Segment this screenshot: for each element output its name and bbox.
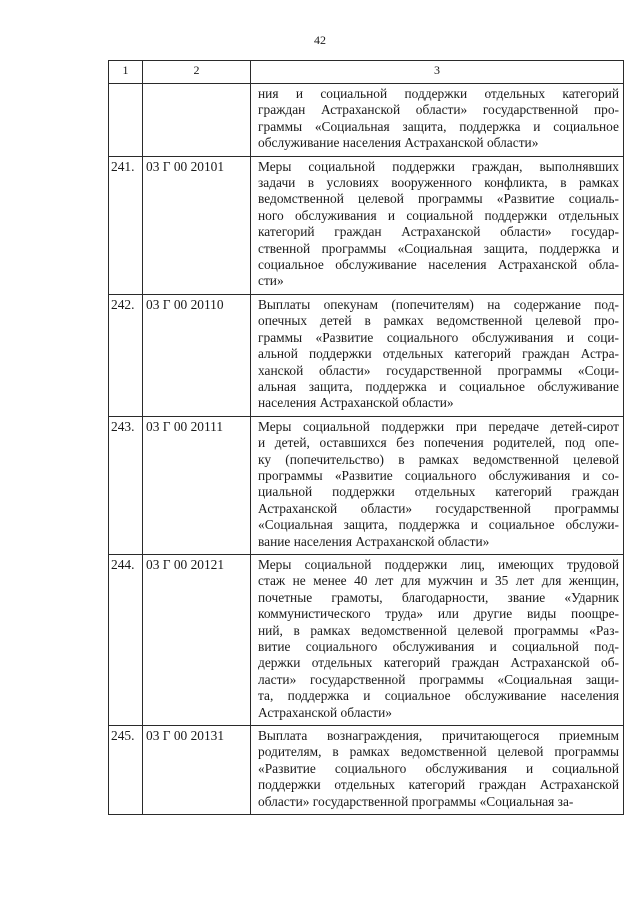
code-cell: 03 Г 00 20131 xyxy=(143,726,251,815)
description-line: ку (попечительство) в рамках ведомственной целевой xyxy=(258,451,619,467)
row-number-cell: 243. xyxy=(109,416,143,554)
description-line: «Социальная защита, поддержка и социальное обслужи- xyxy=(258,517,619,533)
description-cell xyxy=(251,416,624,554)
description-line: вание населения Астраханской области» xyxy=(258,533,490,549)
column-header-2: 2 xyxy=(143,61,251,84)
code-cell: 03 Г 00 20121 xyxy=(143,554,251,725)
description-line: ного обслуживания и социальной поддержки отдельных xyxy=(258,207,619,223)
description-line: социальное обслуживание населения Астраханской обла- xyxy=(258,257,619,273)
description-cell xyxy=(251,554,624,725)
row-number-cell: 242. xyxy=(109,294,143,416)
description-line: граммы «Социальная защита, поддержка и социальное xyxy=(258,118,619,134)
description-line: Выплата вознаграждения, причитающегося приемным xyxy=(258,728,619,744)
table-row xyxy=(109,294,624,416)
description-line: ственной программы «Социальная защита, поддержка и xyxy=(258,240,619,256)
description-line: витие социального обслуживания и социальной под- xyxy=(258,639,619,654)
description-line: почетные грамоты, благодарности, звание «Ударник xyxy=(258,589,619,605)
description-cell xyxy=(251,84,624,157)
description-line: ханской области» государственной программы «Соци- xyxy=(258,362,619,378)
row-number-cell: 245. xyxy=(109,726,143,815)
description-line: ведомственной целевой программы «Развитие социаль- xyxy=(258,191,619,207)
row-number-cell: 244. xyxy=(109,554,143,725)
table-header-row xyxy=(109,61,624,84)
description-line: ния и социальной поддержки отдельных категорий xyxy=(258,86,619,101)
description-line: ний, в рамках ведомственной целевой программы «Раз- xyxy=(258,622,619,638)
description-line: циальной поддержки отдельных категорий граждан xyxy=(258,484,619,500)
row-number-cell: 241. xyxy=(109,156,143,294)
description-line: сти» xyxy=(258,273,284,289)
description-cell xyxy=(251,294,624,416)
description-line: та, поддержка и социальное обслуживание населения xyxy=(258,688,619,704)
table-row xyxy=(109,416,624,554)
description-line: Выплаты опекунам (попечителям) на содержание под- xyxy=(258,296,619,312)
budget-classification-table xyxy=(108,60,624,815)
description-line: и детей, оставшихся без попечения родителей, под опе- xyxy=(258,435,619,451)
continuation-row xyxy=(109,84,624,157)
description-line: категорий граждан Астраханской области» государ- xyxy=(258,224,619,240)
code-cell xyxy=(143,84,251,157)
row-number-cell xyxy=(109,84,143,157)
description-line: области» государственной программы «Социальная за- xyxy=(258,793,574,809)
description-line: держки отдельных категорий граждан Астраханской об- xyxy=(258,655,619,671)
description-line: Меры социальной поддержки граждан, выполнявших xyxy=(258,158,619,174)
code-cell: 03 Г 00 20110 xyxy=(143,294,251,416)
description-line: альной поддержки отдельных категорий граждан Астра- xyxy=(258,346,619,362)
description-line: Астраханской области» xyxy=(258,704,392,720)
description-line: граждан Астраханской области» государственной про- xyxy=(258,102,619,118)
description-line: программы «Развитие социального обслуживания и со- xyxy=(258,467,619,483)
code-cell: 03 Г 00 20101 xyxy=(143,156,251,294)
table-row xyxy=(109,156,624,294)
description-line: «Развитие социального обслуживания и социальной xyxy=(258,760,619,776)
description-line: коммунистического труда» или другие виды поощре- xyxy=(258,606,619,622)
description-line: стаж не менее 40 лет для мужчин и 35 лет для женщин, xyxy=(258,573,619,589)
description-cell xyxy=(251,156,624,294)
description-line: опечных детей в рамках ведомственной целевой про- xyxy=(258,313,619,329)
description-line: задачи в условиях вооруженного конфликта, в рамках xyxy=(258,175,619,191)
description-line: ласти» государственной программы «Социальная защи- xyxy=(258,671,619,687)
description-line: Астраханской области» государственной программы xyxy=(258,500,619,516)
description-line: обслуживание населения Астраханской области» xyxy=(258,135,539,151)
description-cell xyxy=(251,726,624,815)
page-number: 42 xyxy=(314,33,326,47)
table-row xyxy=(109,726,624,815)
description-line: родителям, в рамках ведомственной целевой программы xyxy=(258,744,619,760)
description-line: поддержки отдельных категорий граждан Астраханской xyxy=(258,777,619,793)
description-line: граммы «Развитие социального обслуживания и соци- xyxy=(258,329,619,345)
description-line: Меры социальной поддержки лиц, имеющих трудовой xyxy=(258,556,619,572)
column-header-3: 3 xyxy=(251,61,624,84)
column-header-1: 1 xyxy=(109,61,143,84)
description-line: Меры социальной поддержки при передаче детей-сирот xyxy=(258,418,619,434)
description-line: альная защита, поддержка и социальное обслуживание xyxy=(258,378,619,394)
description-line: населения Астраханской области» xyxy=(258,395,454,411)
table-row xyxy=(109,554,624,725)
code-cell: 03 Г 00 20111 xyxy=(143,416,251,554)
